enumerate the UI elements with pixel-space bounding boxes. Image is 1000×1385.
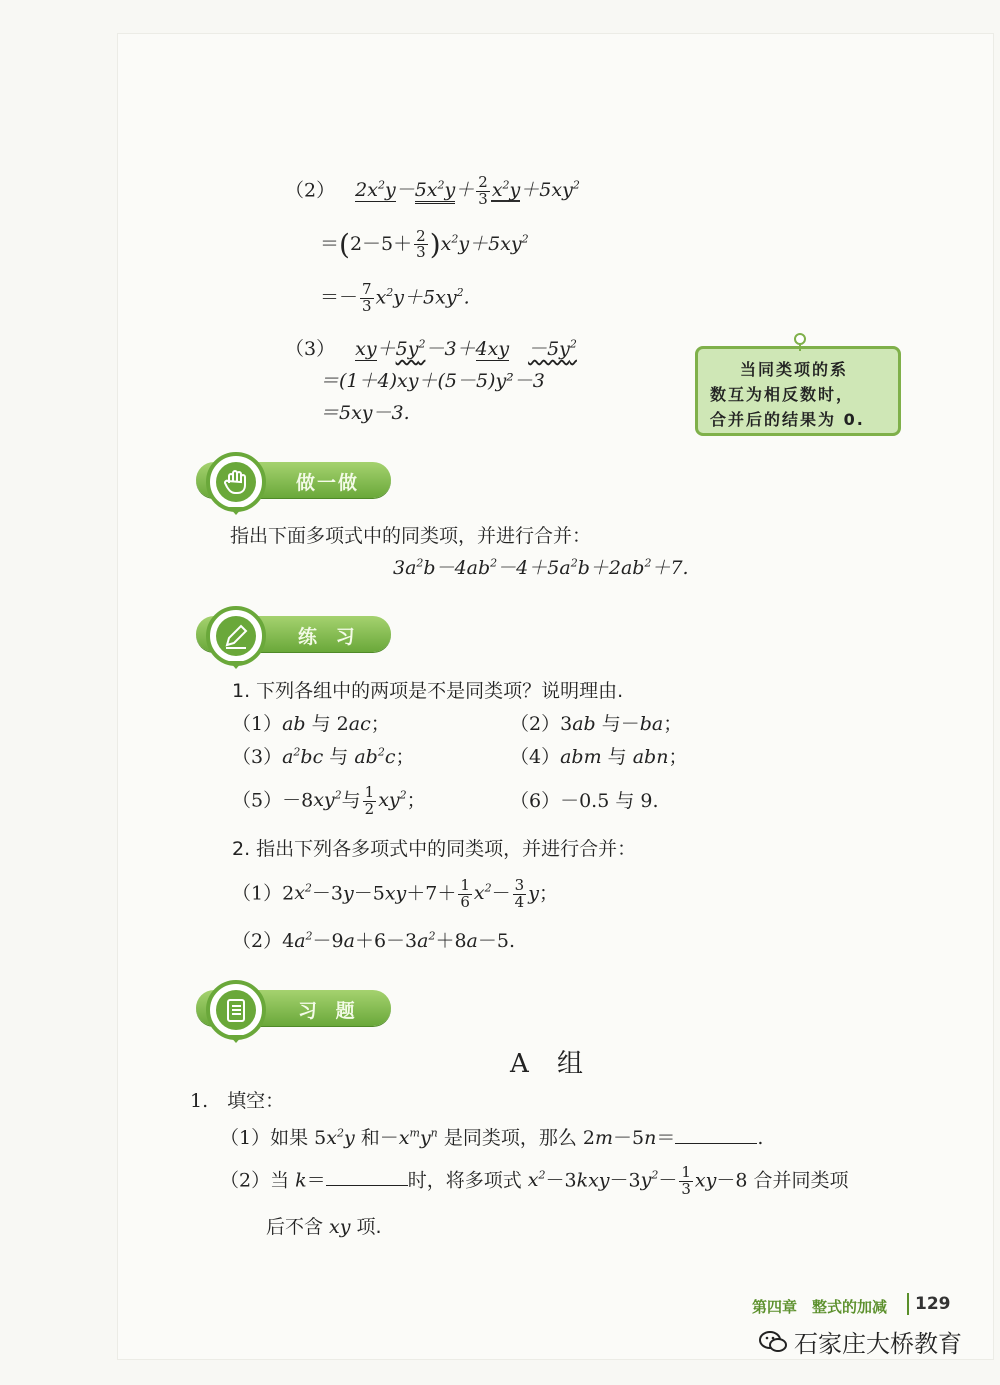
note-line-2: 数互为相反数时，	[710, 385, 855, 404]
note-line-3: 合并后的结果为 0.	[710, 410, 865, 429]
watermark	[758, 1324, 962, 1359]
lianxi-q2-item2: $(2)4a^2-9a+6-3a^2+8a-5$.	[232, 929, 516, 952]
xiti-q1-1: （1）如果 $5x^2y$ 和$-x^my^n$ 是同类项，那么 2m－5n＝ .	[220, 1126, 764, 1149]
chapter-title: 第四章 整式的加减	[752, 1298, 888, 1316]
footer-divider	[907, 1293, 909, 1315]
page-number: 129	[915, 1294, 951, 1314]
lianxi-q1: 1. 下列各组中的两项是不是同类项？说明理由.	[232, 680, 624, 702]
lianxi-banner	[186, 606, 396, 660]
example2-line2: ＝(2－5＋ $\frac{2}{3}$ )$x^2y+5xy^2$	[320, 226, 529, 262]
lianxi-q1-item4: （4）abm 与 abn；	[510, 746, 688, 768]
zuoyizuo-title: 做一做	[296, 472, 360, 494]
pin-line	[799, 343, 801, 351]
answer-blank-2[interactable]	[326, 1167, 408, 1186]
example3-line3: ＝5xy－3.	[320, 402, 410, 424]
xiti-q1-2: （2）当 k＝ 时，将多项式 $x^2-3kxy-3y^2-$ $\frac{1}{3}$ xy－8 合并同类项	[220, 1163, 849, 1198]
xiti-banner	[186, 980, 396, 1034]
xiti-q1-2-end: 后不含 xy 项.	[266, 1216, 382, 1238]
watermark-text: 石家庄大桥教育	[794, 1330, 962, 1358]
example3-line1: （3） $xy+5y^2-3+4xy$ $-5y^2$	[285, 337, 577, 360]
lianxi-q2: 2. 指出下列各多项式中的同类项，并进行合并：	[232, 838, 637, 860]
hand-icon	[223, 469, 249, 495]
answer-blank-1[interactable]	[675, 1125, 757, 1144]
example3-label: （3）	[285, 338, 336, 360]
banner-triangle	[229, 661, 243, 669]
group-a-title: A 组	[510, 1049, 594, 1079]
lianxi-q1-item3: $(3)a^2bc$ 与 $ab^2c$；	[232, 745, 415, 768]
xiti-q1: 1. 填空：	[190, 1090, 285, 1112]
notebook-icon	[224, 997, 248, 1023]
lianxi-q1-item6: （6）－0.5 与 9.	[510, 790, 659, 812]
banner-circle	[206, 606, 266, 666]
lianxi-q1-item2: （2）3ab 与－ba；	[510, 713, 683, 735]
lianxi-title: 练 习	[298, 626, 361, 648]
lianxi-q1-item1: （1）ab 与 2ac；	[232, 713, 390, 735]
banner-triangle	[229, 507, 243, 515]
example2-line1	[285, 175, 580, 208]
zuoyizuo-prompt: 指出下面多项式中的同类项，并进行合并：	[230, 525, 592, 547]
banner-triangle	[229, 1035, 243, 1043]
tip-note-box	[695, 346, 901, 436]
lianxi-q2-item1: $(1)2x^2-3y-5xy+7+$ $\frac{1}{6}$ $x^2-$ $\frac{3}{4}$ y；	[232, 876, 558, 911]
example2-line3: ＝－ $\frac{7}{3}$ $x^2y+5xy^2$.	[320, 280, 470, 315]
zuoyizuo-banner	[186, 452, 396, 506]
banner-circle	[206, 980, 266, 1040]
example2-expr: $2x^2y-5x^2y+$ $\frac{2}{3}$ $x^2y+5xy^2$	[355, 173, 580, 208]
xiti-title: 习 题	[298, 1000, 361, 1022]
pencil-icon	[223, 623, 249, 649]
zuoyizuo-expression: $3a^2b-4ab^2-4+5a^2b+2ab^2+7$.	[393, 556, 689, 579]
lianxi-q1-item5: $(5)-8xy^2$与 $\frac{1}{2}$ $xy^2$；	[232, 783, 426, 818]
banner-circle	[206, 452, 266, 512]
example3-line2: ＝(1＋4)xy＋(5－5)y²－3	[320, 370, 545, 392]
wechat-icon	[758, 1330, 788, 1354]
example2-label: （2）	[285, 179, 336, 202]
note-line-1: 当同类项的系	[740, 360, 849, 379]
